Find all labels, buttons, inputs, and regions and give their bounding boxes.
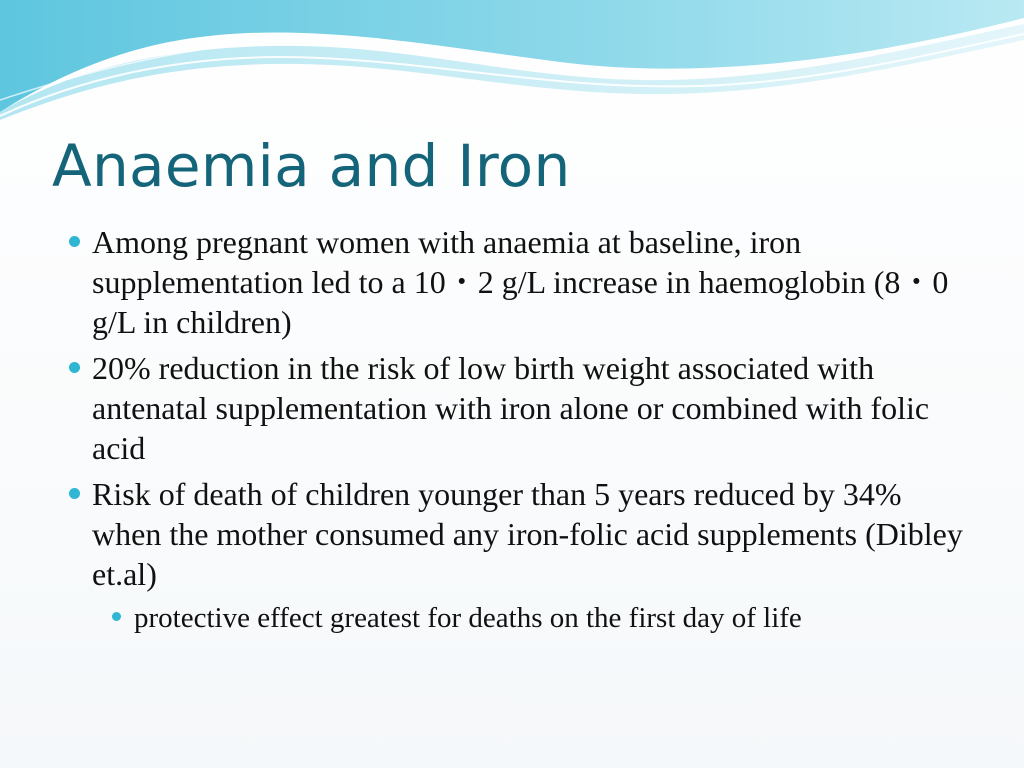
bullet-item <box>68 348 968 468</box>
bullet-dot-icon <box>69 362 80 373</box>
bullet-dot-icon <box>69 488 80 499</box>
bullet-item <box>68 222 968 342</box>
bullet-text: Among pregnant women with anaemia at baseline, iron supplementation led to a 10・2 g/L increase in haemoglobin (8・0 g/L in children) <box>92 224 949 340</box>
sub-bullet-dot-icon <box>112 612 121 621</box>
slide-title: Anaemia and Iron <box>52 132 571 200</box>
bullet-item <box>68 474 968 594</box>
bullet-dot-icon <box>69 236 80 247</box>
header-wave-decoration <box>0 0 1024 120</box>
bullet-text: Risk of death of children younger than 5 years reduced by 34% when the mother consumed any iron-folic acid supplements (Dibley et.al) <box>92 476 963 592</box>
sub-bullet-item <box>112 600 968 636</box>
bullet-text: 20% reduction in the risk of low birth weight associated with antenatal supplementation with iron alone or combined with folic acid <box>92 350 930 466</box>
bullet-list <box>68 222 968 636</box>
sub-bullet-text: protective effect greatest for deaths on the first day of life <box>134 602 802 634</box>
